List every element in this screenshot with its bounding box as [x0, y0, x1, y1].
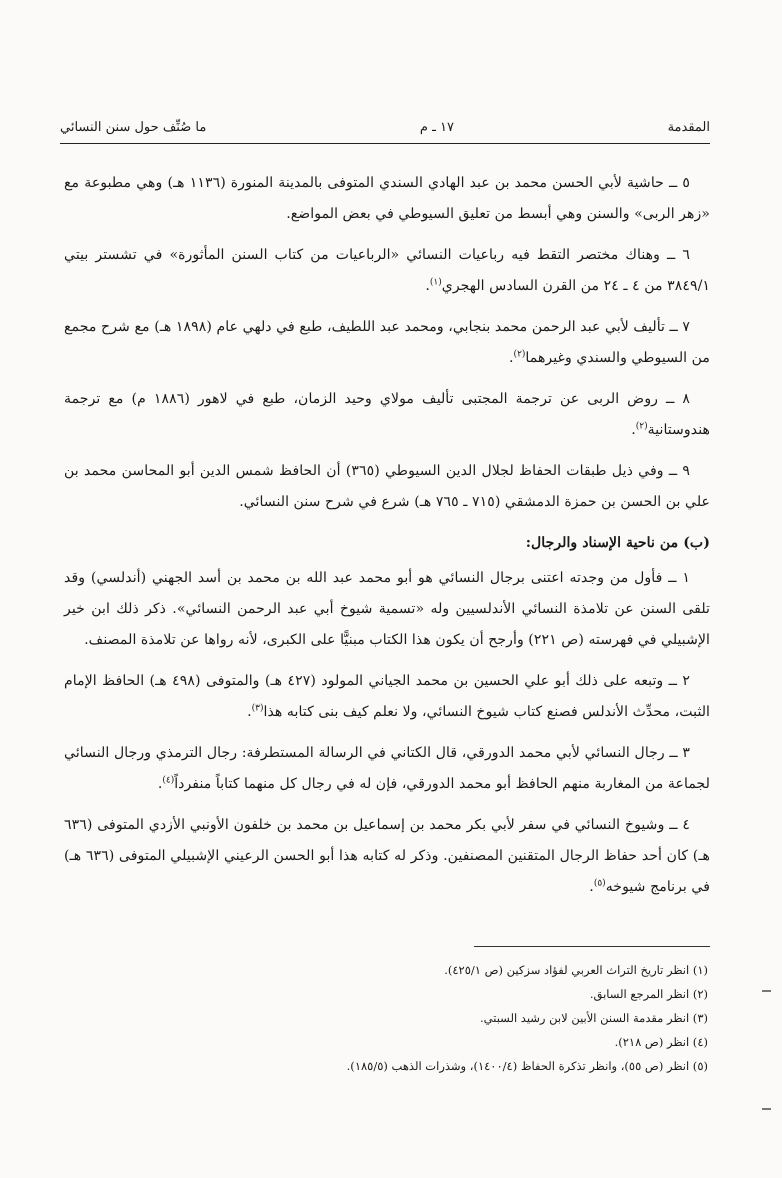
paragraph-text: ٣ ــ رجال النسائي لأبي محمد الدورقي، قال الكتاني في الرسالة المستطرفة: رجال الترمذي ورجال النسائي لجماعة من المغاربة منهم الحافظ أبو محمد الدورقي، فإن له في رجال كل منهما كتاباً منفرداً	[64, 745, 710, 792]
header-section-title: المقدمة	[667, 119, 710, 135]
paragraph-text: ٧ ــ تأليف لأبي عبد الرحمن محمد بنجابي، ومحمد عبد اللطيف، طبع في دلهي عام (١٨٩٨ هـ) مع شرح مجمع من السيوطي والسندي وغيرهما	[64, 319, 710, 366]
paragraph-5	[64, 168, 710, 230]
paragraph-text: ٥ ــ حاشية لأبي الحسن محمد بن عبد الهادي السندي المتوفى بالمدينة المنورة (١١٣٦ هـ) وهي مطبوعة مع «زهر الربى» والسنن وهي أبسط من تعليق السيوطي في بعض المواضع.	[64, 175, 710, 222]
footnote-ref: (٤)	[162, 775, 175, 786]
footnote-1: (١) انظر تاريخ التراث العربي لفؤاد سزكين (ص ٤٢٥/١).	[444, 963, 708, 977]
paragraph-b4: ٤ ــ وشيوخ النسائي في سفر لأبي بكر محمد بن إسماعيل بن محمد بن خلفون الأونبي الأزدي المتوفى (٦٣٦ هـ) كان أحد حفاظ الرجال المتقنين المصنفين. وذكر له كتابه هذا أبو الحسن الرعيني الإشبيلي المتوفى (٦٣٦ هـ) في برنامج شيوخه$^{(٥)}$.	[64, 817, 710, 895]
footnotes	[64, 958, 708, 1078]
footnote-rule	[474, 946, 710, 947]
section-heading: (ب) من ناحية الإسناد والرجال:	[525, 535, 710, 551]
paragraph-text: ٩ ــ وفي ذيل طبقات الحفاظ لجلال الدين السيوطي (٣٦٥) أن الحافظ شمس الدين أبو المحاسن محمد بن علي بن الحسن بن حمزة الدمشقي (٧١٥ ـ ٧٦٥ هـ) شرع في شرح سنن النسائي.	[64, 463, 710, 510]
footnote-3: (٣) انظر مقدمة السنن الأبين لابن رشيد السبتي.	[480, 1011, 708, 1025]
running-header	[60, 114, 710, 140]
paragraph-text: ٢ ــ وتبعه على ذلك أبو علي الحسين بن محمد الجياني المولود (٤٢٧ هـ) والمتوفى (٤٩٨ هـ) الحافظ الإمام الثبت، محدِّث الأندلس فصنع كتاب شيوخ النسائي، ولا نعلم كيف بنى كتابه هذا	[64, 673, 710, 720]
footnote-ref: (٢)	[513, 349, 526, 360]
footnote-4: (٤) انظر (ص ٢١٨).	[614, 1035, 708, 1049]
footnote-2: (٢) انظر المرجع السابق.	[589, 987, 708, 1001]
footnote-ref: (٢)	[635, 421, 648, 432]
scan-speck	[762, 1108, 771, 1110]
paragraph-6: ٦ ــ وهناك مختصر التقط فيه رباعيات النسائي «الرباعيات من كتاب السنن المأثورة» في تشستر بيتي ٣٨٤٩/١ من ٤ ـ ٢٤ من القرن السادس الهجري$^{(١)}$.	[64, 247, 710, 294]
paragraph-b1	[64, 563, 710, 656]
paragraph-9	[64, 456, 710, 518]
paragraph-text: ٤ ــ وشيوخ النسائي في سفر لأبي بكر محمد بن إسماعيل بن محمد بن خلفون الأونبي الأزدي المتوفى (٦٣٦ هـ) كان أحد حفاظ الرجال المتقنين المصنفين. وذكر له كتابه هذا أبو الحسن الرعيني الإشبيلي المتوفى (٦٣٦ هـ) في برنامج شيوخه	[64, 817, 710, 895]
footnote-5: (٥) انظر (ص ٥٥)، وانظر تذكرة الحفاظ (١٤٠٠/٤)، وشذرات الذهب (١٨٥/٥).	[346, 1059, 708, 1073]
page-number: ١٧ ـ م	[419, 119, 454, 135]
paragraph-text: ٨ ــ روض الربى عن ترجمة المجتبى تأليف مولاي وحيد الزمان، طبع في لاهور (١٨٨٦ م) مع ترجمة هندوستانية	[64, 391, 710, 438]
footnote-ref: (٣)	[251, 703, 264, 714]
header-rule	[60, 143, 710, 144]
paragraph-b2: ٢ ــ وتبعه على ذلك أبو علي الحسين بن محمد الجياني المولود (٤٢٧ هـ) والمتوفى (٤٩٨ هـ) الحافظ الإمام الثبت، محدِّث الأندلس فصنع كتاب شيوخ النسائي، ولا نعلم كيف بنى كتابه هذا$^{(٣)}$.	[64, 673, 710, 720]
page-body	[64, 168, 710, 913]
paragraph-7: ٧ ــ تأليف لأبي عبد الرحمن محمد بنجابي، ومحمد عبد اللطيف، طبع في دلهي عام (١٨٩٨ هـ) مع شرح مجمع من السيوطي والسندي وغيرهما$^{(٢)}$.	[64, 319, 710, 366]
paragraph-text: ١ ــ فأول من وجدته اعتنى برجال النسائي هو أبو محمد عبد الله بن محمد بن أسد الجهني (أندلسي) وقد تلقى السنن عن تلامذة النسائي الأندلسيين وله «تسمية شيوخ أبي عبد الرحمن النسائي». ذكر ذلك ابن خير الإشبيلي في فهرسته (ص ٢٢١) وأرجح أن يكون هذا الكتاب مبنيًّا على الكبرى، لأنه رواها عن تلامذة المصنف.	[64, 570, 710, 648]
footnote-ref: (٥)	[593, 878, 606, 889]
footnote-ref: (١)	[429, 277, 442, 288]
paragraph-b3: ٣ ــ رجال النسائي لأبي محمد الدورقي، قال الكتاني في الرسالة المستطرفة: رجال الترمذي ورجال النسائي لجماعة من المغاربة منهم الحافظ أبو محمد الدورقي، فإن له في رجال كل منهما كتاباً منفرداً$^{(٤)}$.	[64, 745, 710, 792]
paragraph-8: ٨ ــ روض الربى عن ترجمة المجتبى تأليف مولاي وحيد الزمان، طبع في لاهور (١٨٨٦ م) مع ترجمة هندوستانية$^{(٢)}$.	[64, 391, 710, 438]
header-chapter-title: ما صُنِّف حول سنن النسائي	[60, 119, 207, 135]
scan-speck	[762, 990, 771, 992]
paragraph-text: ٦ ــ وهناك مختصر التقط فيه رباعيات النسائي «الرباعيات من كتاب السنن المأثورة» في تشستر بيتي ٣٨٤٩/١ من ٤ ـ ٢٤ من القرن السادس الهجري	[64, 247, 710, 294]
